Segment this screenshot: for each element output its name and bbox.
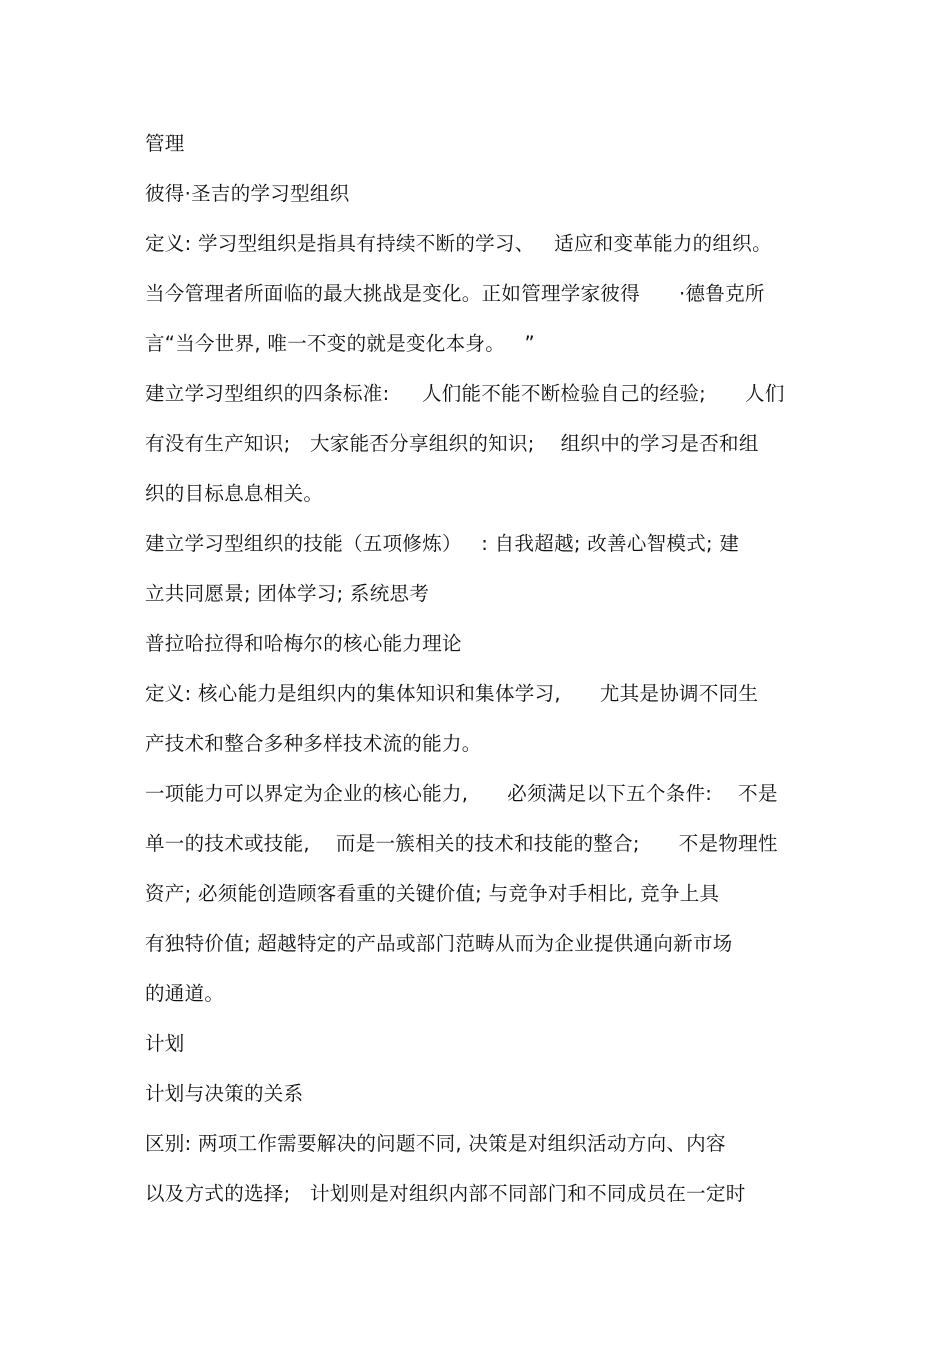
- text-line: 定义: 学习型组织是指具有持续不断的学习、 适应和变革能力的组织。: [145, 232, 772, 255]
- text-line: 的通道。: [145, 982, 225, 1005]
- text-line: 定义: 核心能力是组织内的集体知识和集体学习, 尤其是协调不同生: [145, 682, 759, 705]
- text-line: 建立学习型组织的技能（五项修炼） : 自我超越; 改善心智模式; 建: [145, 532, 740, 555]
- text-line: 立共同愿景; 团体学习; 系统思考: [145, 582, 430, 605]
- text-line: 一项能力可以界定为企业的核心能力, 必须满足以下五个条件: 不是: [145, 782, 778, 805]
- heading-management: 管理: [145, 132, 185, 155]
- text-line: 有没有生产知识; 大家能否分享组织的知识; 组织中的学习是否和组: [145, 432, 759, 455]
- text-line: 言“当今世界, 唯一不变的就是变化本身。 ”: [145, 332, 535, 355]
- text-line: 建立学习型组织的四条标准: 人们能不能不断检验自己的经验; 人们: [145, 382, 785, 405]
- text-line: 有独特价值; 超越特定的产品或部门范畴从而为企业提供通向新市场: [145, 932, 733, 955]
- text-line: 单一的技术或技能, 而是一簇相关的技术和技能的整合; 不是物理性: [145, 832, 778, 855]
- text-line: 以及方式的选择; 计划则是对组织内部不同部门和不同成员在一定时: [145, 1182, 746, 1205]
- text-line: 织的目标息息相关。: [145, 482, 324, 505]
- text-line: 产技术和整合多种多样技术流的能力。: [145, 732, 482, 755]
- subheading-core-competence: 普拉哈拉得和哈梅尔的核心能力理论: [145, 632, 462, 655]
- text-line: 当今管理者所面临的最大挑战是变化。正如管理学家彼得 ·德鲁克所: [145, 282, 765, 305]
- heading-planning: 计划: [145, 1032, 185, 1055]
- subheading-planning-decision: 计划与决策的关系: [145, 1082, 304, 1105]
- text-line: 区别: 两项工作需要解决的问题不同, 决策是对组织活动方向、内容: [145, 1132, 726, 1155]
- text-line: 资产; 必须能创造顾客看重的关键价值; 与竞争对手相比, 竞争上具: [145, 882, 720, 905]
- subheading-learning-organization: 彼得·圣吉的学习型组织: [145, 182, 350, 205]
